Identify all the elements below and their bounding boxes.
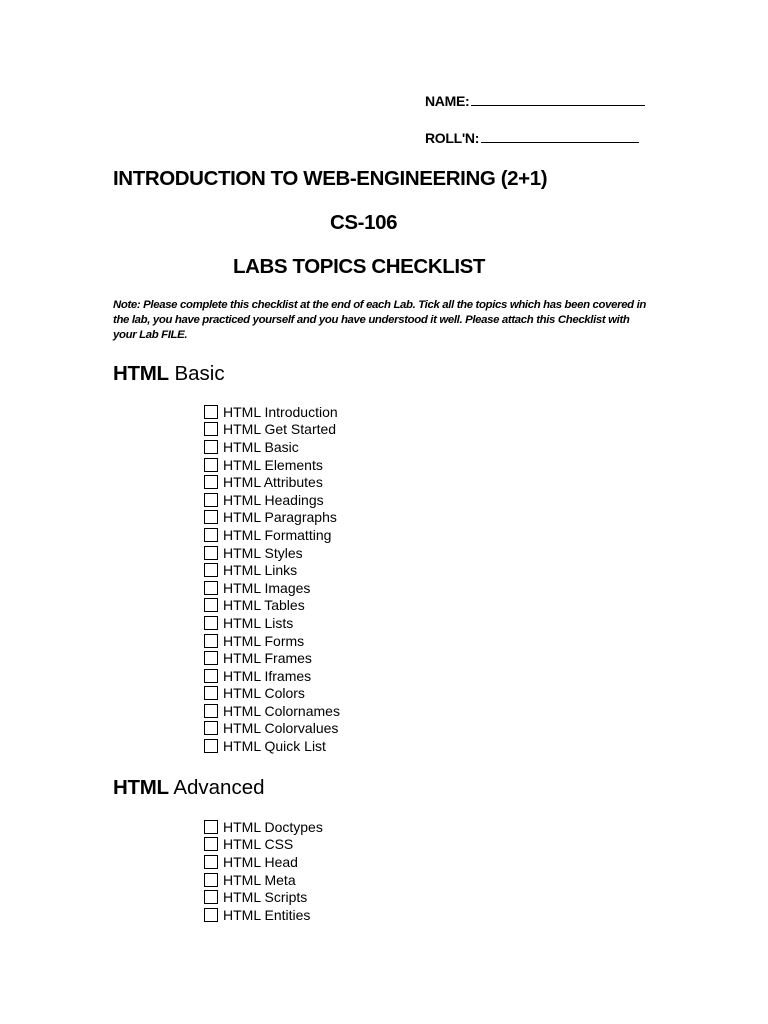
checklist-item bbox=[204, 906, 323, 924]
checkbox[interactable] bbox=[204, 669, 218, 683]
checklist-item-label: HTML Entities bbox=[223, 906, 311, 923]
section-heading-strong: HTML bbox=[113, 776, 169, 799]
checkbox[interactable] bbox=[204, 837, 218, 851]
checkbox[interactable] bbox=[204, 704, 218, 718]
checkbox[interactable] bbox=[204, 405, 218, 419]
checkbox[interactable] bbox=[204, 908, 218, 922]
section-heading-html-advanced bbox=[113, 776, 265, 800]
checklist-item-label: HTML Colorvalues bbox=[223, 720, 339, 737]
checkbox[interactable] bbox=[204, 546, 218, 560]
checkbox[interactable] bbox=[204, 890, 218, 904]
checkbox[interactable] bbox=[204, 493, 218, 507]
checklist-item-label: HTML Frames bbox=[223, 650, 312, 667]
checklist-item bbox=[204, 403, 340, 421]
checklist-item-label: HTML Doctypes bbox=[223, 818, 323, 835]
checklist-item-label: HTML Formatting bbox=[223, 526, 332, 543]
roll-number-field bbox=[425, 130, 639, 146]
checklist-item-label: HTML Headings bbox=[223, 491, 324, 508]
roll-blank-line bbox=[481, 130, 639, 143]
checklist-item bbox=[204, 818, 323, 836]
section-heading-light: Basic bbox=[174, 362, 225, 385]
checkbox[interactable] bbox=[204, 686, 218, 700]
checklist-item bbox=[204, 526, 340, 544]
checklist-item bbox=[204, 456, 340, 474]
checklist-item-label: HTML Links bbox=[223, 562, 298, 579]
checklist-item-label: HTML Get Started bbox=[223, 421, 337, 438]
checklist-item-label: HTML Head bbox=[223, 853, 298, 870]
checklist-subtitle: LABS TOPICS CHECKLIST bbox=[233, 255, 486, 278]
checklist-item-label: HTML Introduction bbox=[223, 403, 338, 420]
checklist-item-label: HTML Elements bbox=[223, 456, 323, 473]
checkbox[interactable] bbox=[204, 873, 218, 887]
name-blank-line bbox=[471, 93, 645, 106]
checklist-item bbox=[204, 438, 340, 456]
checklist-item-label: HTML Meta bbox=[223, 871, 296, 888]
checkbox[interactable] bbox=[204, 616, 218, 630]
checklist-item-label: HTML Paragraphs bbox=[223, 509, 337, 526]
checklist-item-label: HTML Quick List bbox=[223, 738, 326, 755]
checklist-item bbox=[204, 853, 323, 871]
checklist-item bbox=[204, 667, 340, 685]
section-heading-html-basic bbox=[113, 362, 225, 386]
checklist-item-label: HTML Lists bbox=[223, 614, 294, 631]
instruction-note: Note: Please complete this checklist at the end of each Lab. Tick all the topics which has been covered in the lab, you have practiced yourself and you have understood it well. Please attach this Checklist with your Lab FILE. bbox=[113, 299, 647, 341]
section-heading-strong: HTML bbox=[113, 362, 169, 385]
checklist-item bbox=[204, 836, 323, 854]
checklist-item bbox=[204, 561, 340, 579]
checkbox[interactable] bbox=[204, 634, 218, 648]
checklist-item-label: HTML Basic bbox=[223, 438, 299, 455]
checklist-item-label: HTML Scripts bbox=[223, 889, 308, 906]
checkbox[interactable] bbox=[204, 581, 218, 595]
checklist-html-advanced bbox=[204, 818, 323, 924]
checkbox[interactable] bbox=[204, 475, 218, 489]
checklist-item-label: HTML Images bbox=[223, 579, 311, 596]
checklist-html-basic bbox=[204, 403, 340, 755]
checkbox[interactable] bbox=[204, 563, 218, 577]
checklist-item bbox=[204, 421, 340, 439]
checklist-item bbox=[204, 597, 340, 615]
checkbox[interactable] bbox=[204, 651, 218, 665]
checklist-item-label: HTML Iframes bbox=[223, 667, 312, 684]
checklist-item bbox=[204, 737, 340, 755]
checklist-item bbox=[204, 544, 340, 562]
checkbox[interactable] bbox=[204, 820, 218, 834]
checklist-item bbox=[204, 720, 340, 738]
checklist-item-label: HTML Tables bbox=[223, 597, 305, 614]
section-heading-light: Advanced bbox=[173, 776, 265, 799]
checkbox[interactable] bbox=[204, 855, 218, 869]
checklist-item bbox=[204, 509, 340, 527]
checkbox[interactable] bbox=[204, 510, 218, 524]
checklist-item bbox=[204, 632, 340, 650]
checklist-item-label: HTML Attributes bbox=[223, 474, 323, 491]
checklist-item bbox=[204, 685, 340, 703]
roll-label: ROLL'N: bbox=[425, 130, 480, 146]
checklist-item-label: HTML Colornames bbox=[223, 702, 340, 719]
name-label: NAME: bbox=[425, 93, 470, 109]
course-code: CS-106 bbox=[330, 211, 398, 234]
checkbox[interactable] bbox=[204, 422, 218, 436]
checklist-item bbox=[204, 649, 340, 667]
checklist-item-label: HTML CSS bbox=[223, 836, 294, 853]
name-field bbox=[425, 93, 645, 109]
checklist-item-label: HTML Styles bbox=[223, 544, 303, 561]
checkbox[interactable] bbox=[204, 528, 218, 542]
checkbox[interactable] bbox=[204, 739, 218, 753]
checkbox[interactable] bbox=[204, 440, 218, 454]
checklist-item bbox=[204, 871, 323, 889]
checklist-item-label: HTML Colors bbox=[223, 685, 305, 702]
checkbox[interactable] bbox=[204, 598, 218, 612]
checklist-item bbox=[204, 614, 340, 632]
checklist-item-label: HTML Forms bbox=[223, 632, 305, 649]
checkbox[interactable] bbox=[204, 458, 218, 472]
checklist-item bbox=[204, 579, 340, 597]
checklist-item bbox=[204, 491, 340, 509]
checklist-item bbox=[204, 888, 323, 906]
checklist-item bbox=[204, 702, 340, 720]
checkbox[interactable] bbox=[204, 721, 218, 735]
document-title: INTRODUCTION TO WEB-ENGINEERING (2+1) bbox=[113, 167, 548, 190]
checklist-item bbox=[204, 473, 340, 491]
